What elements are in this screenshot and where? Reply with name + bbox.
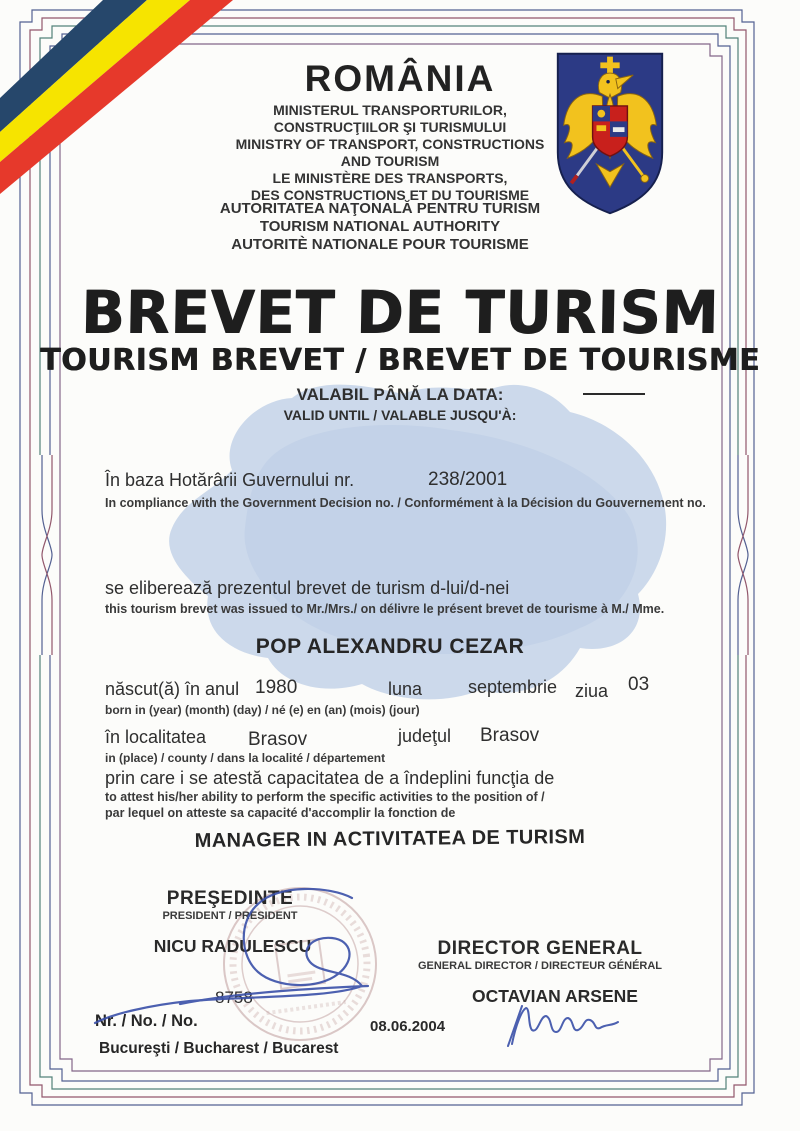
legal-label-ro: În baza Hotărârii Guvernului nr. xyxy=(105,470,355,490)
issue-label-en-fr: this tourism brevet was issued to Mr./Mrs./ on délivre le présent brevet de tourisme à M./ Mme. xyxy=(105,602,665,616)
birth-county-value: Brasov xyxy=(480,725,540,746)
birth-date-caption: born in (year) (month) (day) / né (e) en (an) (mois) (jour) xyxy=(105,703,420,717)
certificate-number: 8758 xyxy=(215,988,253,1007)
president-title-en-fr: PRESIDENT / PRESIDENT xyxy=(162,910,298,922)
birth-year-value: 1980 xyxy=(255,677,298,698)
ministry-line: MINISTRY OF TRANSPORT, CONSTRUCTIONS xyxy=(235,136,545,152)
issue-label-ro: se eliberează prezentul brevet de turism d-lui/d-nei xyxy=(105,578,510,598)
validity-blank-line xyxy=(583,393,645,395)
attestation-label-fr: par lequel on atteste sa capacité d'accomplir la fonction de xyxy=(105,806,456,820)
director-title-en-fr: GENERAL DIRECTOR / DIRECTEUR GÉNÉRAL xyxy=(417,960,663,972)
issue-date: 08.06.2004 xyxy=(370,1018,446,1035)
decision-number: 238/2001 xyxy=(428,469,508,490)
president-name: NICU RADULESCU xyxy=(153,936,312,956)
country-title: ROMÂNIA xyxy=(304,58,496,99)
authority-line: AUTORITATEA NAŢONALĂ PENTRU TURISM xyxy=(219,200,541,217)
certificate-title: BREVET DE TURISM xyxy=(80,278,720,348)
ministry-line: LE MINISTÈRE DES TRANSPORTS, xyxy=(272,170,508,186)
holder-name: POP ALEXANDRU CEZAR xyxy=(255,635,525,658)
ministry-line: MINISTERUL TRANSPORTURILOR, xyxy=(273,102,507,118)
number-label: Nr. / No. / No. xyxy=(95,1012,198,1030)
birth-day-label: ziua xyxy=(575,681,609,701)
birth-month-label: luna xyxy=(388,679,423,699)
authority-line: TOURISM NATIONAL AUTHORITY xyxy=(259,218,501,235)
president-signature xyxy=(80,880,400,1040)
border-twist-left xyxy=(38,455,54,655)
director-name: OCTAVIAN ARSENE xyxy=(472,986,638,1006)
birth-day-value: 03 xyxy=(628,674,650,695)
validity-label-en-fr: VALID UNTIL / VALABLE JUSQU'À: xyxy=(283,407,517,423)
birth-year-label: născut(ă) în anul xyxy=(105,679,240,699)
director-signature xyxy=(500,1000,630,1055)
attestation-label-en: to attest his/her ability to perform the specific activities to the position of / xyxy=(105,790,545,804)
birth-month-value: septembrie xyxy=(468,677,558,697)
birth-place-value: Brasov xyxy=(248,729,308,750)
ministry-block xyxy=(180,102,600,204)
validity-label-ro: VALABIL PÂNĂ LA DATA: xyxy=(296,385,504,404)
certificate-subtitle: TOURISM BREVET / BREVET DE TOURISME xyxy=(40,343,760,378)
director-title: DIRECTOR GENERAL xyxy=(437,938,643,959)
ministry-line: CONSTRUCŢIILOR ŞI TURISMULUI xyxy=(273,119,507,135)
authority-block xyxy=(150,200,610,254)
birth-place-label: în localitatea xyxy=(105,727,207,747)
position-title: MANAGER IN ACTIVITATEA DE TURISM xyxy=(194,825,586,853)
attestation-label-ro: prin care i se atestă capacitatea de a îndeplini funcţia de xyxy=(105,768,555,788)
ministry-line: DES CONSTRUCTIONS ET DU TOURISME xyxy=(250,187,530,203)
president-title: PREŞEDINTE xyxy=(166,888,294,909)
birth-county-label: judeţul xyxy=(398,726,452,746)
birth-place-caption: in (place) / county / dans la localité / département xyxy=(105,751,386,765)
legal-label-en-fr: In compliance with the Government Decision no. / Conformément à la Décision du Gouvernement no. xyxy=(105,496,706,510)
ministry-line: AND TOURISM xyxy=(340,153,440,169)
issue-city: Bucureşti / Bucharest / Bucarest xyxy=(99,1040,339,1057)
border-twist-right xyxy=(735,455,749,655)
authority-line: AUTORITÈ NATIONALE POUR TOURISME xyxy=(231,236,529,253)
